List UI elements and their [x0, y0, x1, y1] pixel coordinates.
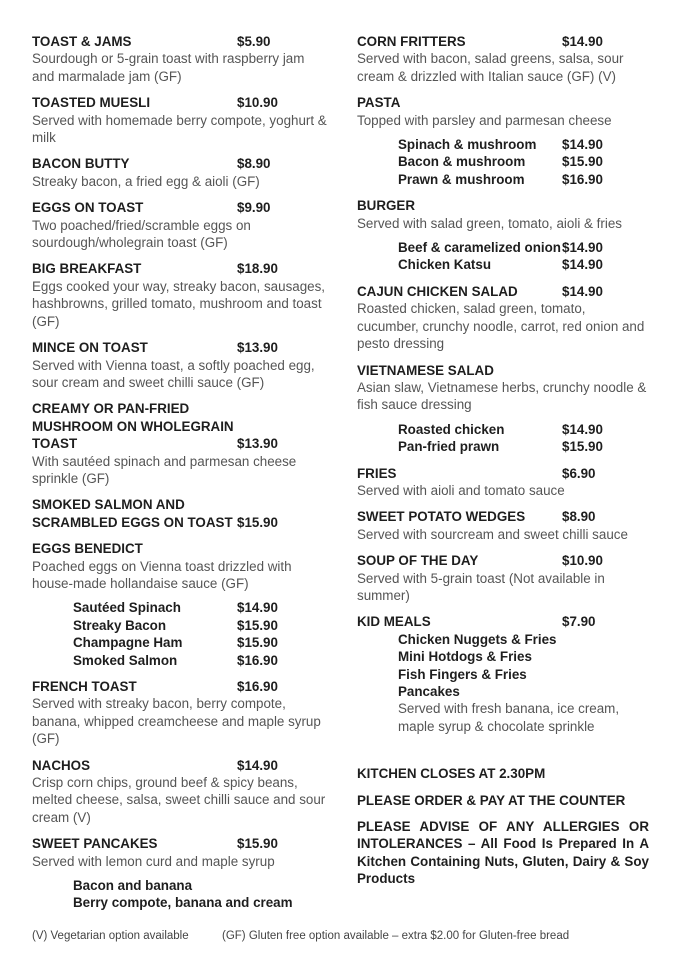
menu-column-right: [357, 33, 649, 888]
item-name: SOUP OF THE DAY: [357, 553, 479, 569]
option-price: $14.90: [562, 137, 603, 153]
option-name: Bacon and banana: [73, 878, 193, 894]
menu-item-sweet-pancakes: [32, 835, 327, 912]
item-option: [32, 617, 327, 634]
item-name: CREAMY OR PAN-FRIED MUSHROOM ON WHOLEGRAIN TOAST: [32, 401, 234, 452]
option-name: Beef & caramelized onion: [398, 240, 561, 256]
item-heading: [357, 33, 649, 50]
item-description: Served with sourcream and sweet chilli sauce: [357, 526, 628, 542]
item-option: [32, 877, 327, 894]
item-options: [32, 599, 327, 669]
item-options: [357, 239, 649, 274]
menu-item-kid-meals: [357, 613, 649, 735]
item-description: Roasted chicken, salad green, tomato, cucumber, crunchy noodle, carrot, red onion and pesto dressing: [357, 301, 645, 352]
item-description: Asian slaw, Vietnamese herbs, crunchy noodle & fish sauce dressing: [357, 379, 647, 413]
item-price: $8.90: [562, 509, 596, 525]
allergy-notice: PLEASE ADVISE OF ANY ALLERGIES OR INTOLERANCES – All Food Is Prepared In A Kitchen Containing Nuts, Gluten, Dairy & Soy Products: [357, 819, 649, 887]
option-price: $14.90: [562, 240, 603, 256]
vegetarian-legend: (V) Vegetarian option available: [32, 930, 189, 942]
option-name: Bacon & mushroom: [398, 154, 526, 170]
item-description: Sourdough or 5-grain toast with raspberry jam and marmalade jam (GF): [32, 51, 305, 84]
item-name: FRIES: [357, 465, 397, 481]
item-heading: [32, 199, 327, 216]
option-name: Streaky Bacon: [73, 617, 167, 633]
item-heading: [32, 757, 327, 774]
order-notice: PLEASE ORDER & PAY AT THE COUNTER: [357, 792, 626, 808]
item-price: $5.90: [237, 34, 271, 49]
option-name: Chicken Katsu: [398, 257, 492, 273]
item-heading: [32, 339, 327, 356]
item-description: Crisp corn chips, ground beef & spicy beans, melted cheese, salsa, sweet chilli sauce and sour cream (V): [32, 775, 326, 825]
item-price: $16.90: [237, 679, 278, 694]
item-description: Topped with parsley and parmesan cheese: [357, 112, 612, 128]
menu-item-fries: [357, 465, 649, 500]
menu-item-corn-fritters: [357, 33, 649, 85]
item-price: $10.90: [562, 553, 603, 569]
item-description: Served with bacon, salad greens, salsa, sour cream & drizzled with Italian sauce (GF) (V): [357, 51, 624, 84]
item-description: Served with salad green, tomato, aioli & fries: [357, 215, 622, 231]
item-heading: [32, 835, 327, 852]
item-option: [357, 239, 649, 256]
menu-item-pasta: [357, 94, 649, 188]
option-name: Champagne Ham: [73, 635, 183, 651]
item-heading: [32, 94, 327, 111]
item-heading: [32, 540, 327, 557]
kid-meal-option: Mini Hotdogs & Fries: [398, 649, 532, 665]
item-price: $14.90: [237, 757, 278, 773]
item-name: VIETNAMESE SALAD: [357, 362, 494, 378]
item-option: [357, 171, 649, 188]
option-price: $15.90: [562, 154, 603, 170]
menu-item-soup-of-the-day: [357, 552, 649, 604]
item-description: Served with 5-grain toast (Not available in summer): [357, 570, 605, 603]
item-name: BACON BUTTY: [32, 156, 130, 172]
item-price: $7.90: [562, 614, 596, 630]
option-price: $15.90: [237, 617, 278, 633]
item-price: $13.90: [237, 436, 278, 452]
item-price: $13.90: [237, 340, 278, 356]
item-options: [32, 877, 327, 912]
item-option: [357, 438, 649, 455]
menu-item-nachos: [32, 757, 327, 827]
item-heading: [32, 496, 327, 531]
item-description: Eggs cooked your way, streaky bacon, sausages, hashbrowns, grilled tomato, mushroom and toast (GF): [32, 278, 326, 329]
menu-item-sweet-potato-wedges: [357, 508, 649, 543]
item-name: TOASTED MUESLI: [32, 95, 151, 111]
menu-item-eggs-benedict: [32, 540, 327, 669]
item-option: [357, 136, 649, 153]
item-description: Streaky bacon, a fried egg & aioli (GF): [32, 173, 260, 189]
item-heading: [32, 260, 327, 277]
menu-item-french-toast: [32, 678, 327, 748]
item-name: MINCE ON TOAST: [32, 340, 148, 356]
option-price: $14.90: [237, 600, 278, 616]
option-name: Pan-fried prawn: [398, 439, 500, 455]
item-name: NACHOS: [32, 757, 91, 773]
menu-item-cajun-chicken-salad: [357, 283, 649, 353]
menu-column-left: [32, 33, 327, 921]
item-description: Served with lemon curd and maple syrup: [32, 853, 275, 869]
item-heading: [357, 508, 649, 525]
item-heading: [357, 197, 649, 214]
item-description: Served with aioli and tomato sauce: [357, 482, 565, 498]
item-heading: [357, 94, 649, 111]
item-option: [357, 256, 649, 273]
item-name: SWEET POTATO WEDGES: [357, 509, 526, 525]
menu-item-smoked-salmon-and-scrambled-eggs-on-toast: [32, 496, 327, 531]
item-price: $14.90: [562, 283, 603, 299]
menu-item-toasted-muesli: [32, 94, 327, 146]
item-price: $8.90: [237, 156, 271, 172]
item-description: With sautéed spinach and parmesan cheese sprinkle (GF): [32, 453, 297, 486]
menu-item-creamy-or-pan-fried-mushroom-on-wholegrain-toast: [32, 400, 327, 487]
option-price: $16.90: [237, 652, 278, 668]
item-heading: [357, 613, 649, 630]
item-options: [357, 421, 649, 456]
item-heading: [32, 33, 327, 50]
item-description: Served with homemade berry compote, yoghurt & milk: [32, 112, 327, 146]
item-heading: [357, 552, 649, 569]
item-price: $10.90: [237, 95, 278, 111]
option-name: Berry compote, banana and cream: [73, 895, 293, 911]
option-name: Spinach & mushroom: [398, 137, 537, 153]
item-description: Served with streaky bacon, berry compote, banana, whipped creamcheese and maple syrup (GF): [32, 696, 321, 747]
item-heading: [357, 465, 649, 482]
option-price: $15.90: [237, 635, 278, 651]
item-name: SWEET PANCAKES: [32, 836, 158, 852]
item-price: $15.90: [237, 514, 278, 530]
menu-item-eggs-on-toast: [32, 199, 327, 251]
item-price: $14.90: [562, 34, 603, 49]
kitchen-hours-notice: KITCHEN CLOSES AT 2.30PM: [357, 766, 546, 782]
item-name: FRENCH TOAST: [32, 679, 137, 694]
kid-meal-description: Served with fresh banana, ice cream, maple syrup & chocolate sprinkle: [398, 701, 620, 734]
item-price: $9.90: [237, 200, 271, 216]
item-name: EGGS ON TOAST: [32, 200, 144, 216]
item-description: Poached eggs on Vienna toast drizzled with house-made hollandaise sauce (GF): [32, 558, 292, 591]
item-price: $6.90: [562, 465, 596, 481]
option-name: Smoked Salmon: [73, 652, 178, 668]
item-name: SMOKED SALMON AND SCRAMBLED EGGS ON TOAST: [32, 497, 233, 530]
item-heading: [357, 283, 649, 300]
item-price: $18.90: [237, 261, 278, 277]
item-description: Two poached/fried/scramble eggs on sourdough/wholegrain toast (GF): [32, 217, 251, 251]
item-name: CAJUN CHICKEN SALAD: [357, 283, 518, 299]
item-option: [32, 894, 327, 911]
menu-item-mince-on-toast: [32, 339, 327, 391]
kid-meal-list: [357, 631, 649, 701]
item-heading: [32, 400, 327, 452]
item-option: [357, 421, 649, 438]
item-price: $15.90: [237, 836, 278, 852]
item-options: [357, 136, 649, 188]
option-price: $14.90: [562, 257, 603, 273]
option-price: $14.90: [562, 421, 603, 437]
kid-meal-option: Pancakes: [398, 684, 460, 699]
right-items: [357, 33, 649, 604]
item-option: [32, 652, 327, 669]
item-heading: [32, 678, 327, 695]
item-option: [32, 634, 327, 651]
item-heading: [32, 155, 327, 172]
item-name: CORN FRITTERS: [357, 34, 466, 49]
option-price: $15.90: [562, 439, 603, 455]
item-name: TOAST & JAMS: [32, 34, 132, 49]
kid-meal-option: Chicken Nuggets & Fries: [398, 631, 557, 647]
menu-item-burger: [357, 197, 649, 274]
menu-item-vietnamese-salad: [357, 362, 649, 456]
option-name: Prawn & mushroom: [398, 171, 525, 187]
option-name: Roasted chicken: [398, 421, 505, 437]
item-heading: [357, 362, 649, 379]
menu-item-toast-jams: [32, 33, 327, 85]
option-price: $16.90: [562, 171, 603, 187]
item-option: [357, 153, 649, 170]
option-name: Sautéed Spinach: [73, 600, 181, 616]
kid-meal-option: Fish Fingers & Fries: [398, 666, 527, 682]
item-name: EGGS BENEDICT: [32, 541, 143, 557]
gluten-free-legend: (GF) Gluten free option available – extra $2.00 for Gluten-free bread: [222, 930, 570, 942]
item-name: BIG BREAKFAST: [32, 261, 142, 277]
item-name: BURGER: [357, 198, 416, 214]
item-description: Served with Vienna toast, a softly poached egg, sour cream and sweet chilli sauce (GF): [32, 357, 315, 390]
item-option: [32, 599, 327, 616]
item-name: PASTA: [357, 95, 401, 111]
item-name: KID MEALS: [357, 614, 431, 630]
menu-item-big-breakfast: [32, 260, 327, 330]
menu-item-bacon-butty: [32, 155, 327, 190]
